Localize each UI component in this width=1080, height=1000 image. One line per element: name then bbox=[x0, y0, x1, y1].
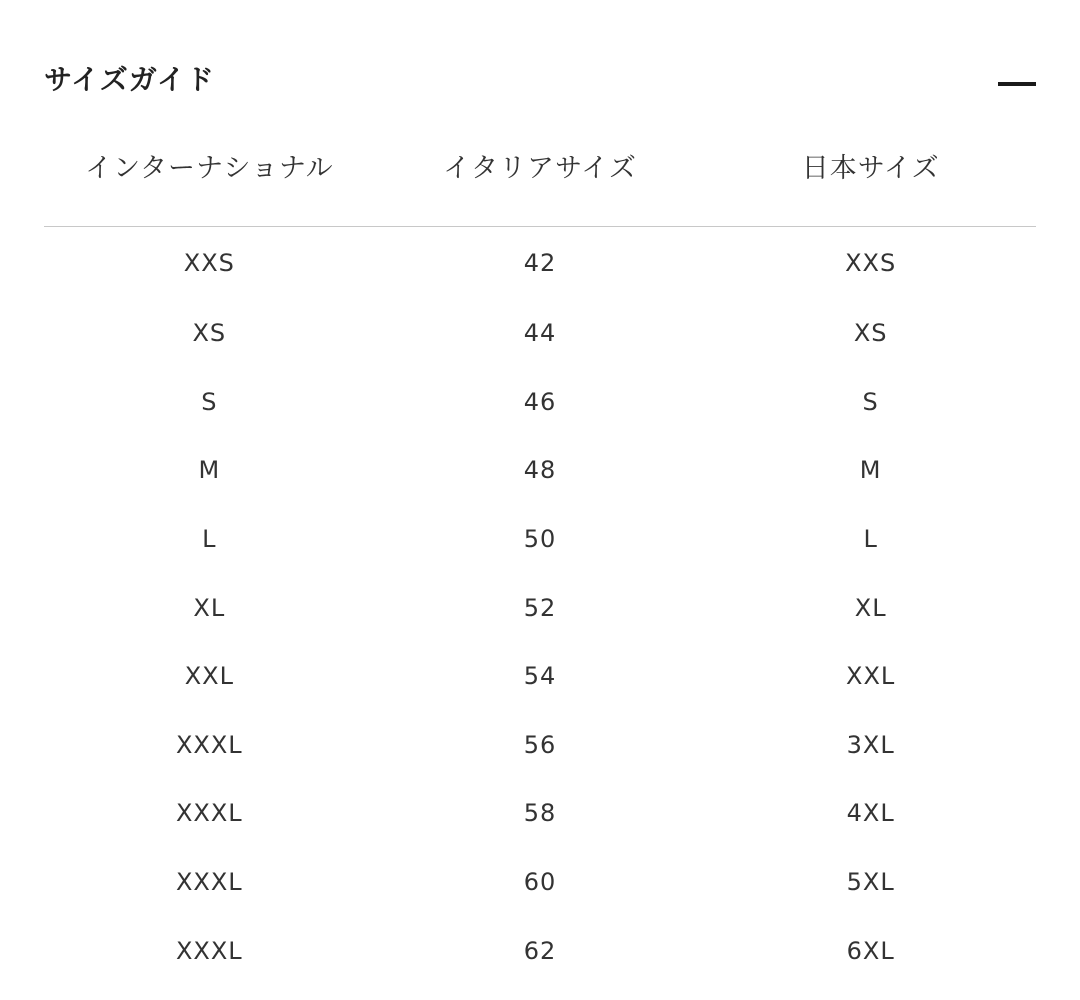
cell-japan-size: M bbox=[859, 456, 882, 485]
column-header-international: インターナショナル bbox=[44, 146, 375, 227]
cell-japan-size: 3XL bbox=[846, 730, 895, 759]
table-row bbox=[44, 368, 1036, 437]
cell-japan-size: XXL bbox=[846, 662, 896, 691]
cell-international: XXXL bbox=[175, 868, 243, 897]
cell-italy-size: 62 bbox=[523, 936, 557, 965]
table-row bbox=[44, 505, 1036, 574]
cell-italy-size: 48 bbox=[523, 456, 557, 485]
cell-japan-size: XXS bbox=[845, 249, 897, 277]
size-guide-title: サイズガイド bbox=[44, 63, 215, 96]
cell-international: XXXL bbox=[175, 799, 243, 828]
cell-japan-size: 6XL bbox=[846, 936, 895, 965]
table-row bbox=[44, 642, 1036, 711]
cell-italy-size: 46 bbox=[523, 387, 557, 416]
cell-italy-size: 56 bbox=[523, 730, 557, 759]
cell-italy-size: 42 bbox=[523, 249, 557, 277]
cell-italy-size: 54 bbox=[523, 662, 557, 691]
cell-international: XXXL bbox=[175, 936, 243, 965]
size-guide-header[interactable] bbox=[44, 52, 1036, 102]
table-row bbox=[44, 779, 1036, 848]
cell-italy-size: 58 bbox=[523, 799, 557, 828]
cell-international: S bbox=[201, 387, 218, 416]
cell-japan-size: XL bbox=[854, 593, 887, 622]
table-row bbox=[44, 299, 1036, 368]
cell-international: XL bbox=[193, 593, 226, 622]
cell-international: XXS bbox=[183, 249, 235, 277]
table-row bbox=[44, 848, 1036, 917]
table-row bbox=[44, 711, 1036, 780]
table-row bbox=[44, 573, 1036, 642]
table-row bbox=[44, 916, 1036, 985]
cell-japan-size: 5XL bbox=[846, 868, 895, 897]
cell-italy-size: 44 bbox=[523, 319, 557, 348]
cell-japan-size: 4XL bbox=[846, 799, 895, 828]
table-row bbox=[44, 436, 1036, 505]
size-table bbox=[44, 146, 1036, 985]
cell-japan-size: L bbox=[863, 525, 878, 554]
cell-international: XXXL bbox=[175, 730, 243, 759]
collapse-button[interactable] bbox=[992, 66, 1036, 102]
column-header-italy-size: イタリアサイズ bbox=[375, 146, 706, 227]
cell-international: XXL bbox=[184, 662, 234, 691]
minus-icon bbox=[998, 82, 1036, 86]
column-header-japan-size: 日本サイズ bbox=[705, 146, 1036, 227]
cell-japan-size: XS bbox=[853, 319, 888, 348]
cell-italy-size: 52 bbox=[523, 593, 557, 622]
cell-italy-size: 50 bbox=[523, 525, 557, 554]
cell-international: M bbox=[198, 456, 221, 485]
cell-italy-size: 60 bbox=[523, 868, 557, 897]
cell-international: XS bbox=[192, 319, 227, 348]
table-row bbox=[44, 227, 1036, 300]
cell-japan-size: S bbox=[862, 387, 879, 416]
table-header-row bbox=[44, 146, 1036, 227]
cell-international: L bbox=[202, 525, 217, 554]
size-guide-panel bbox=[44, 0, 1036, 1000]
